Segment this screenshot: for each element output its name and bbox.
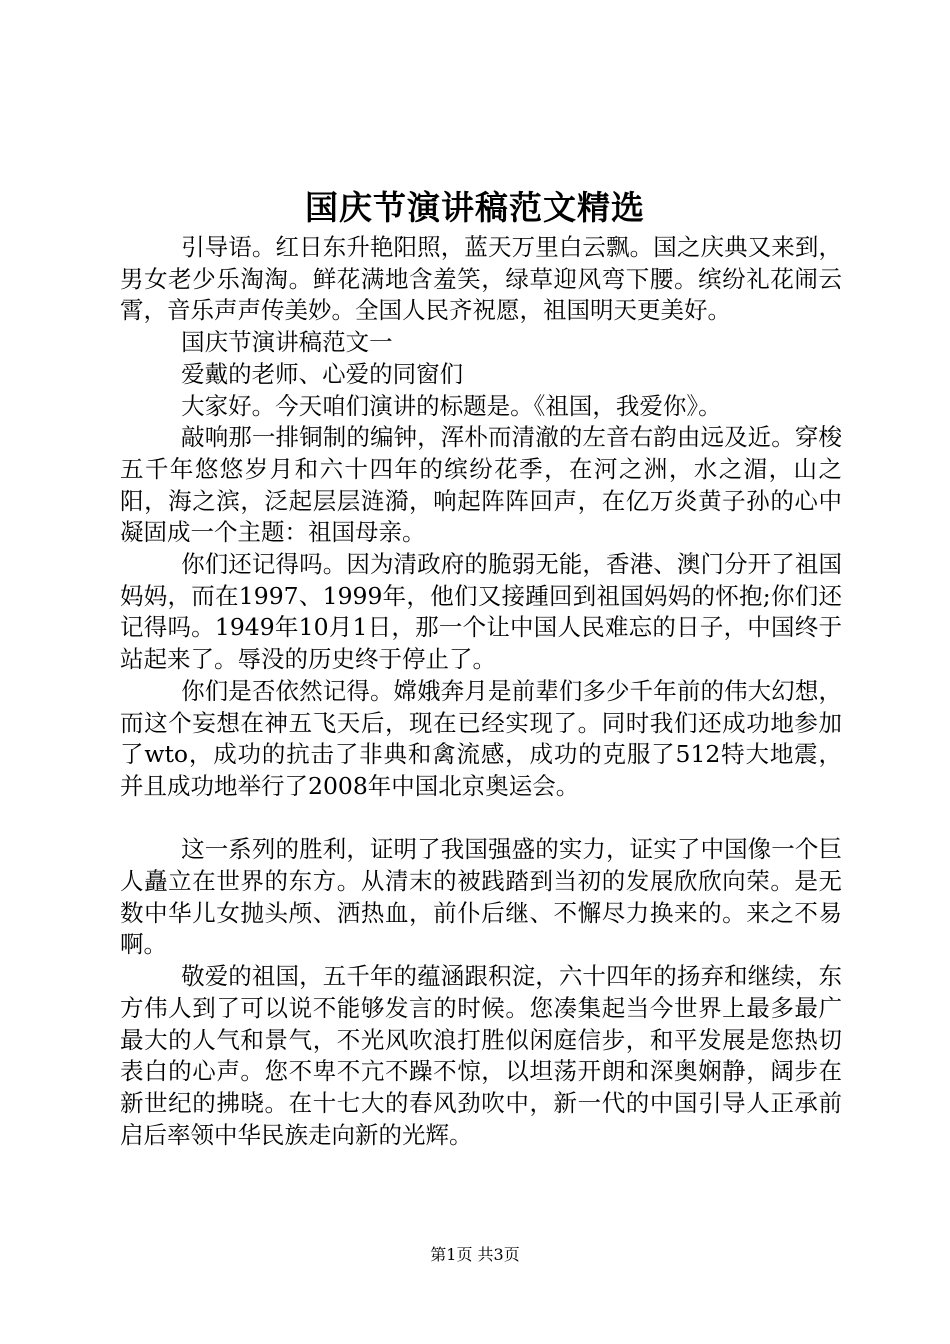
page-title: 国庆节演讲稿范文精选 — [305, 188, 645, 227]
blank-line — [120, 803, 842, 835]
paragraph-body-5: 敬爱的祖国，五千年的蕴涵跟积淀，六十四年的扬弃和继续，东方伟人到了可以说不能够发言的时候。您凑集起当今世界上最多最广最大的人气和景气，不光风吹浪打胜似闲庭信步，和平发展是您热切表白的心声。您不卑不亢不躁不惊，以坦荡开朗和深奥娴静，阔步在新世纪的拂晓。在十七大的春风劲吹中，新一代的中国引导人正承前启后率领中华民族走向新的光辉。 — [120, 962, 842, 1149]
paragraph-salutation: 爱戴的老师、心爱的同窗们 — [181, 359, 464, 388]
paragraph-body-3: 你们是否依然记得。嫦娥奔月是前辈们多少千年前的伟大幻想，而这个妄想在神五飞天后，现在已经实现了。同时我们还成功地参加了wto，成功的抗击了非典和禽流感，成功的克服了512特大地震，并且成功地举行了2008年中国北京奥运会。 — [120, 676, 842, 800]
paragraph-intro: 引导语。红日东升艳阳照，蓝天万里白云飘。国之庆典又来到，男女老少乐淘淘。鲜花满地含羞笑，绿草迎风弯下腰。缤纷礼花闹云霄，音乐声声传美妙。全国人民齐祝愿，祖国明天更美好。 — [120, 233, 842, 325]
paragraph-body-1: 敲响那一排铜制的编钟，浑朴而清澈的左音右韵由远及近。穿梭五千年悠悠岁月和六十四年的缤纷花季，在河之洲，水之湄，山之阳，海之滨，泛起层层涟漪，响起阵阵回声，在亿万炎黄子孙的心中凝固成一个主题：祖国母亲。 — [120, 423, 842, 547]
page-footer: 第1页 共3页 — [430, 1245, 520, 1264]
paragraph-body-4: 这一系列的胜利，证明了我国强盛的实力，证实了中国像一个巨人矗立在世界的东方。从清末的被践踏到当初的发展欣欣向荣。是无数中华儿女抛头颅、洒热血，前仆后继、不懈尽力换来的。来之不易啊。 — [120, 835, 842, 959]
paragraph-section-heading: 国庆节演讲稿范文一 — [181, 328, 393, 357]
paragraph-greeting: 大家好。今天咱们演讲的标题是。《祖国，我爱你》。 — [181, 391, 722, 420]
document-body — [120, 232, 842, 1151]
paragraph-body-2: 你们还记得吗。因为清政府的脆弱无能，香港、澳门分开了祖国妈妈，而在1997、1999年，他们又接踵回到祖国妈妈的怀抱;你们还记得吗。1949年10月1日，那一个让中国人民难忘的日子，中国终于站起来了。辱没的历史终于停止了。 — [120, 550, 842, 674]
